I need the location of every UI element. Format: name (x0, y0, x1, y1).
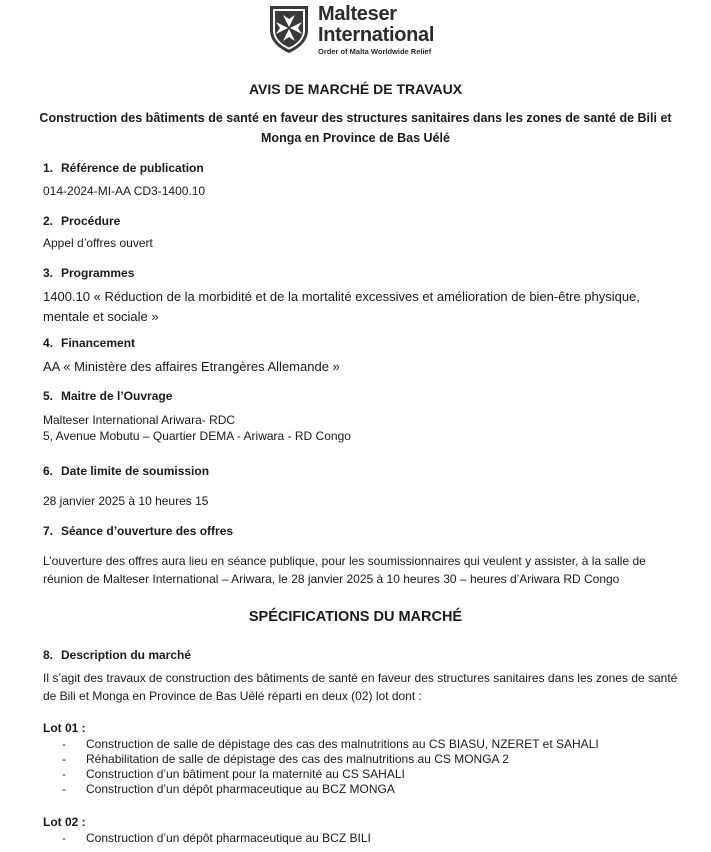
section-heading (43, 266, 134, 280)
brand-name-line1: Malteser (318, 3, 397, 25)
section-number: 4. (43, 336, 54, 350)
section-text: 014-2024-MI-AA CD3-1400.10 (43, 184, 206, 198)
section-title: Date limite de soumission (61, 464, 210, 478)
section-number: 5. (43, 389, 54, 403)
bullet-dash: - (62, 767, 66, 781)
notice-title: AVIS DE MARCHÉ DE TRAVAUX (248, 81, 463, 97)
section-number: 6. (43, 464, 54, 478)
list-item (62, 767, 599, 782)
bullet-dash: - (62, 782, 66, 796)
section-number: 8. (43, 648, 54, 662)
lot-items-list (62, 831, 371, 846)
section-heading (43, 214, 120, 228)
list-item-text: Réhabilitation de salle de dépistage des cas des malnutritions au CS MONGA 2 (86, 752, 509, 766)
section-text: 5, Avenue Mobutu – Quartier DEMA - Ariwara - RD Congo (43, 429, 351, 443)
section-title: Séance d’ouverture des offres (61, 524, 234, 538)
section-title: Référence de publication (61, 161, 204, 175)
section-text: Appel d’offres ouvert (43, 236, 153, 250)
lot-label: Lot 01 : (43, 721, 86, 735)
section-text: Il s’agit des travaux de construction des bâtiments de santé en faveur des structures sanitaires dans les zones de santé de Bili et Monga en Province de Bas Uélé réparti en deux (02) lot dont : (43, 671, 678, 703)
section-text: L’ouverture des offres aura lieu en séance publique, pour les soumissionnaires qui veulent y assister, à la salle de réunion de Malteser International – Ariwara, le 28 janvier 2025 à 10 heures 30 – heures d’Ariwara RD Congo (43, 554, 646, 586)
section-heading (43, 524, 233, 538)
section-heading (43, 464, 209, 478)
maltese-cross-shield-icon (268, 4, 310, 54)
brand-tagline: Order of Malta Worldwide Relief (318, 47, 432, 56)
list-item (62, 782, 599, 797)
list-item-text: Construction d’un dépôt pharmaceutique au BCZ BILI (86, 831, 371, 845)
section-title: Programmes (61, 266, 135, 280)
section-title: Financement (61, 336, 136, 350)
section-text: 28 janvier 2025 à 10 heures 15 (43, 494, 209, 508)
section-number: 2. (43, 214, 54, 228)
section-text: 1400.10 « Réduction de la morbidité et de la mortalité excessives et amélioration de bien-être physique, mentale et sociale » (43, 289, 640, 324)
section-number: 3. (43, 266, 54, 280)
section-heading (43, 648, 191, 662)
list-item-text: Construction de salle de dépistage des cas des malnutritions au CS BIASU, NZERET et SAHALI (86, 737, 599, 751)
section-text: AA « Ministère des affaires Etrangères Allemande » (43, 359, 340, 374)
list-item-text: Construction d’un dépôt pharmaceutique au BCZ MONGA (86, 782, 395, 796)
section-heading (43, 161, 204, 175)
bullet-dash: - (62, 831, 66, 845)
notice-subtitle: Construction des bâtiments de santé en faveur des structures sanitaires dans les zones de santé de Bili et Monga en Province de Bas Uélé (39, 111, 672, 145)
bullet-dash: - (62, 737, 66, 751)
list-item-text: Construction d’un bâtiment pour la maternité au CS SAHALI (86, 767, 405, 781)
specifications-title: SPÉCIFICATIONS DU MARCHÉ (248, 609, 463, 625)
brand-text (318, 4, 434, 56)
list-item (62, 737, 599, 752)
section-number: 7. (43, 524, 54, 538)
list-item (62, 831, 371, 846)
section-number: 1. (43, 161, 54, 175)
lot-items-list (62, 737, 599, 797)
brand-name-line2: International (318, 24, 435, 46)
lot-label: Lot 02 : (43, 815, 86, 829)
section-title: Maitre de l’Ouvrage (61, 389, 173, 403)
malteser-logo (268, 4, 434, 56)
bullet-dash: - (62, 752, 66, 766)
section-heading (43, 389, 172, 403)
section-heading (43, 336, 135, 350)
section-text: Malteser International Ariwara- RDC (43, 413, 236, 427)
section-title: Procédure (61, 214, 121, 228)
list-item (62, 752, 599, 767)
section-title: Description du marché (61, 648, 192, 662)
